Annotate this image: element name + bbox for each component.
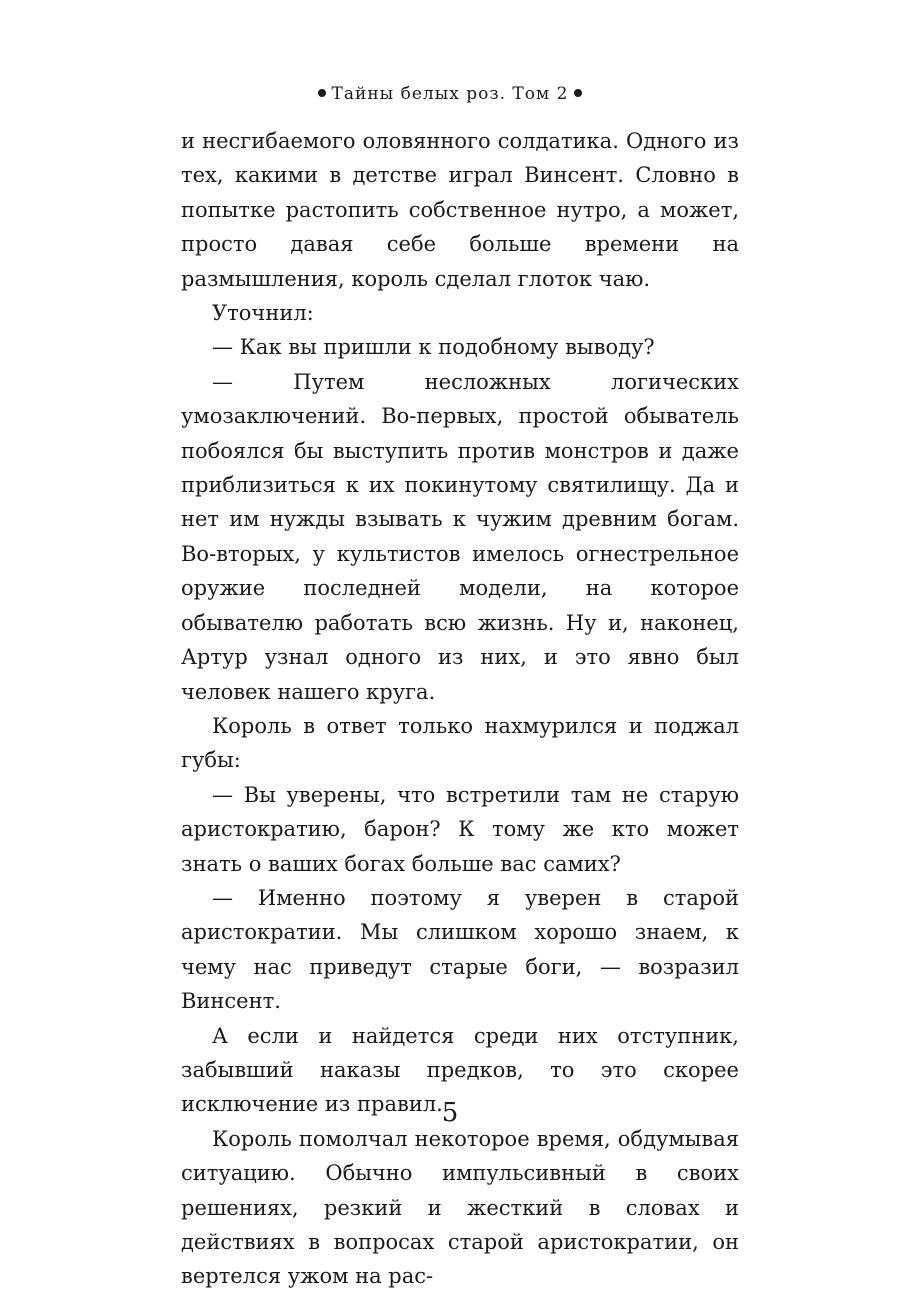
paragraph: — Вы уверены, что встретили там не старую аристократию, барон? К тому же кто может знать о ваших богах больше вас самих? (181, 782, 739, 876)
paragraph: — Путем несложных логических умозаключений. Во-первых, простой обыватель побоялся бы выступить против монстров и даже приблизиться к их покинутому святилищу. Да и нет им нужды взывать к чужим древним богам. Во-вторых, у культистов имелось огнестрельное оружие последней модели, на которое обывателю работать всю жизнь. Ну и, наконец, Артур узнал одного из них, и это явно был человек нашего круга. (181, 369, 739, 704)
paragraph: Король помолчал некоторое время, обдумывая ситуацию. Обычно импульсивный в своих решениях, резкий и жесткий в словах и действиях в вопросах старой аристократии, он вертелся ужом на рас- (181, 1126, 739, 1289)
paragraph: — Как вы пришли к подобному выводу? (212, 335, 655, 360)
book-title: Тайны белых роз. Том 2 (331, 84, 569, 104)
paragraph: и несгибаемого оловянного солдатика. Одного из тех, какими в детстве играл Винсент. Словно в попытке растопить собственное нутро, а может, просто давая себе больше времени на размышления, король сделал глоток чаю. (181, 129, 739, 291)
bullet-icon (574, 89, 582, 97)
running-header (0, 84, 900, 104)
paragraph: Уточнил: (212, 301, 314, 326)
paragraph: Король в ответ только нахмурился и поджал губы: (181, 713, 739, 773)
paragraph: — Именно поэтому я уверен в старой аристократии. Мы слишком хорошо знаем, к чему нас приведут старые боги, — возразил Винсент. (181, 885, 739, 1014)
bullet-icon (318, 89, 326, 97)
page-number: 5 (441, 1098, 459, 1128)
paragraph: А если и найдется среди них отступник, забывший наказы предков, то это скорее исключение из правил. (181, 1023, 739, 1117)
